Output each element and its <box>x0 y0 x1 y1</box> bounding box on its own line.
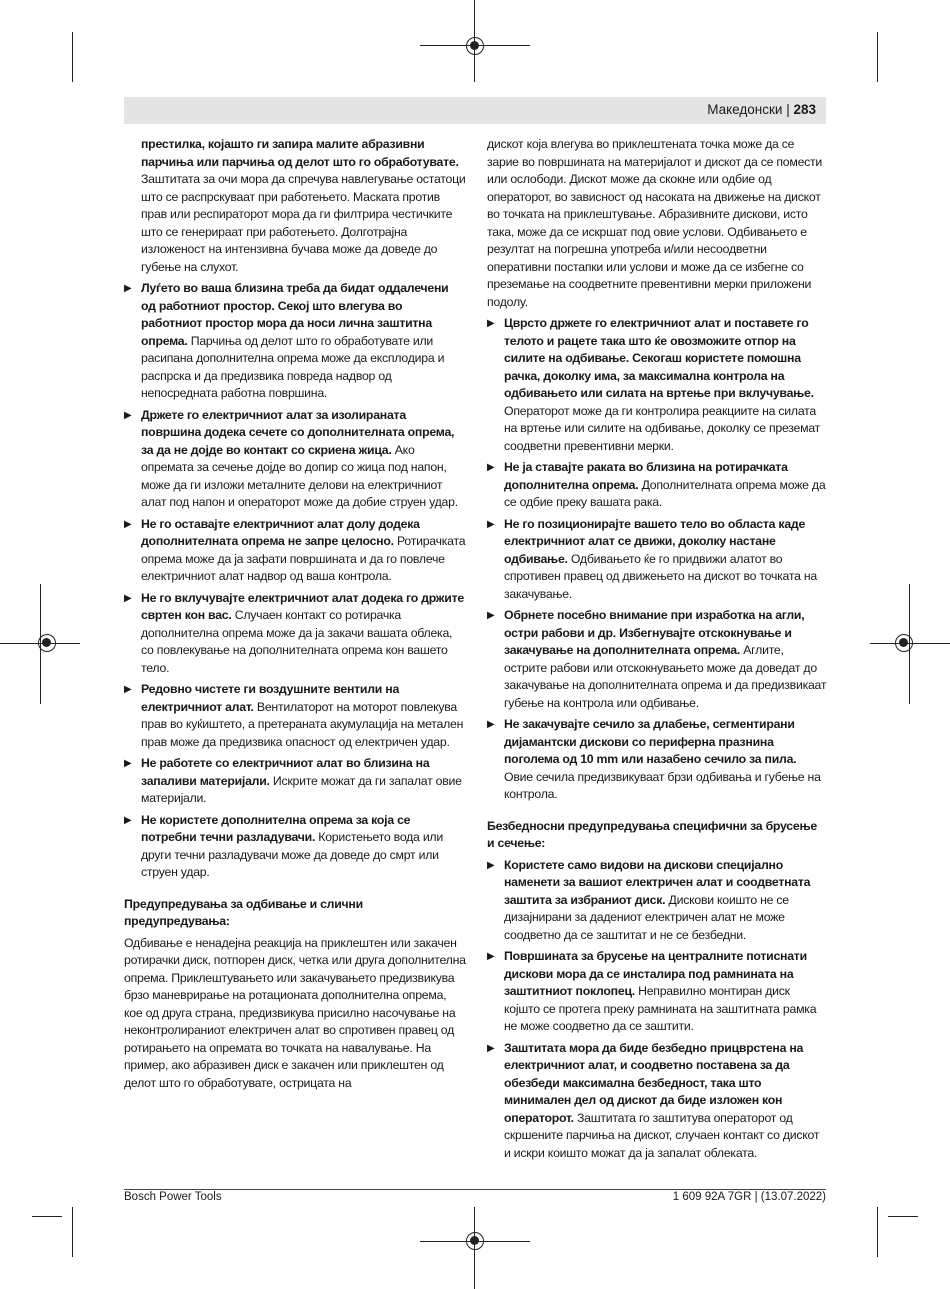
body-text: Користењето вода или други течни разладувачи може да доведе до смрт или струен удар. <box>141 830 443 879</box>
bullet-arrow-icon: ▶ <box>124 814 132 826</box>
bullet-arrow-icon: ▶ <box>487 859 495 871</box>
bullet-item <box>487 1040 827 1163</box>
body-text: Операторот може да ги контролира реакциите на силата на вртење или силите на одбивање, доколку се преземат соодветни превентивни мерки. <box>504 403 821 453</box>
crop-mark <box>72 1207 73 1257</box>
page-number: 283 <box>793 102 816 117</box>
registration-mark-icon <box>895 634 913 652</box>
bullet-item <box>124 516 466 586</box>
bullet-arrow-icon: ▶ <box>124 283 132 294</box>
bold-text: Цврсто држете го електричниот алат и поставете го телото и рацете така што ќе овозможите отпор на силите на одбивање. Секогаш користете помошна рачка, доколку има, за максимална контрола на одбивањето или силата на вртење при вклучување. <box>504 316 814 400</box>
body-text: Дополнителната опрема може да се одбие преку вашата рака. <box>504 477 826 509</box>
body-paragraph: Одбивање е ненадејна реакција на приклештен или закачен ротирачки диск, потпорен диск, четка или друга дополнителна опрема. Приклештувањето или закачувањето предизвикува брзо маневрирање на ротационата дополнителна опрема, кое од друга страна, предизвикува присилно насочување на неконтролираниот електричен алат во спротивен правец од ротирањето на опремата во точката на навалување. На пример, ако абразивен диск е закачен или приклештен од делот што го обработувате, острицата на <box>124 935 466 1090</box>
bullet-arrow-icon: ▶ <box>487 462 495 473</box>
bold-text: Не ја ставајте раката во близина на ротирачката дополнителна опрема. <box>504 460 788 492</box>
bold-text: Не го позиционирајте вашето тело во областа каде електричниот алат се движи, доколку настане одбивање. <box>504 516 806 566</box>
crop-mark <box>877 32 878 82</box>
bullet-item <box>487 459 827 512</box>
body-text: Случаен контакт со ротирачка дополнителна опрема може да ја закачи вашата облека, со повлекување на дополнителната опрема кон вашето тело. <box>141 608 453 675</box>
registration-mark-icon <box>466 1232 484 1250</box>
continuation-paragraph: дискот која влегува во приклештената точка може да се зарие во површината на материјалот и дискот да се помести или ослободи. Дискот може да скокне или одбие од операторот, во зависност од насоката на движење на дискот во точката на приклештување. Абразивните дискови, исто така, може да се искршат под овие услови. Одбивањето е резултат на погрешна употреба и/или несоодветни оперативни постапки или услови и може да се избегне со преземање на соодветните превентивни мерки приложени подолу. <box>487 137 823 309</box>
bold-text: Користете само видови на дискови специјално наменети за вашиот електричен алат и соодветната заштита за избраниот диск. <box>504 857 811 907</box>
bullet-item <box>487 857 827 945</box>
bullet-item <box>124 681 466 751</box>
bullet-arrow-icon: ▶ <box>124 684 132 695</box>
bullet-item <box>487 315 827 455</box>
bold-text: Држете го електричниот алат за изолираната површина додека сечете со дополнителната опрема, за да не дојде во контакт со скриена жица. <box>141 407 455 457</box>
body-text: Парчиња од делот што го обработувате или расипана дополнителна опрема може да експлодира и распрска и да предизвика повреда надвор од непосредната работна површина. <box>141 333 445 400</box>
body-text: Вентилаторот на моторот повлекува прав во куќиштето, а претераната акумулација на метален прав може да предизвика опасност од електричен удар. <box>141 699 464 749</box>
intro-paragraph <box>124 136 466 276</box>
bold-text: престилка, којашто ги запира малите абразивни парчиња или парчиња од делот што го обработувате. <box>141 137 459 169</box>
footer-rule <box>124 1189 826 1190</box>
bullet-item <box>487 948 827 1036</box>
bullet-arrow-icon: ▶ <box>487 518 495 530</box>
bold-text: Не користете дополнителна опрема за која се потребни течни разладувачи. <box>141 812 411 844</box>
bullet-arrow-icon: ▶ <box>487 719 495 730</box>
section-heading: Предупредувања за одбивање и слични предупредувања: <box>124 896 363 928</box>
body-text: Одбивањето ќе го придвижи алатот во спротивен правец од движењето на дискот во точката на закачување. <box>504 551 818 601</box>
body-text: Искрите можат да ги запалат овие материјали. <box>141 773 462 805</box>
bold-text: Не го вклучувајте електричниот алат додека го држите свртен кон вас. <box>141 590 464 622</box>
right-bullet-list <box>487 315 827 804</box>
crop-mark <box>32 1216 62 1217</box>
body-text: Ако опремата за сечење дојде во допир со жица под напон, може да ги изложи металните делови на електричниот алат под напон и операторот може да добие струен удар. <box>141 442 458 509</box>
bullet-item <box>124 755 466 808</box>
crop-mark <box>877 1207 878 1257</box>
bullet-arrow-icon: ▶ <box>124 592 132 604</box>
crop-mark <box>888 1216 918 1217</box>
bullet-arrow-icon: ▶ <box>487 1042 495 1054</box>
bullet-arrow-icon: ▶ <box>124 409 132 421</box>
footer-doc-id: 1 609 92A 7GR | (13.07.2022) <box>672 1191 826 1203</box>
header-separator: | <box>786 102 790 117</box>
bullet-arrow-icon: ▶ <box>124 518 132 530</box>
bullet-arrow-icon: ▶ <box>487 610 495 621</box>
bullet-arrow-icon: ▶ <box>124 758 132 769</box>
right-bullet-list-2 <box>487 857 827 1163</box>
body-text: Аглите, острите рабови или отскокнувањето може да доведат до закачување на дополнителната опрема и да предизвикаат губење на контрола или одбивање. <box>504 643 827 710</box>
header-language: Македонски <box>707 102 783 117</box>
bullet-item <box>124 280 466 403</box>
bullet-item <box>124 407 466 512</box>
right-column <box>487 136 827 1166</box>
registration-mark-icon <box>38 634 56 652</box>
body-text: Овие сечила предизвикуваат брзи одбивања и губење на контрола. <box>504 769 821 801</box>
header-text <box>707 102 816 117</box>
bullet-item <box>487 607 827 712</box>
bold-text: Обрнете посебно внимание при изработка на агли, остри рабови и др. Избегнувајте отскокнување и закачување на дополнителната опрема. <box>504 608 805 657</box>
bullet-item <box>124 812 466 882</box>
bullet-item <box>124 590 466 678</box>
left-column <box>124 136 466 1096</box>
crop-mark <box>72 32 73 82</box>
body-text: Заштитата за очи мора да спречува навлегување остатоци што се распрскуваат при работењето. Маската против прав или респираторот мора да ги филтрира честичките што се генерираат при работењето. Долготрајна изложеност на интензивна бучава може да доведе до губење на слухот. <box>141 172 466 274</box>
page-header <box>124 97 826 124</box>
bullet-item <box>487 716 827 804</box>
bullet-item <box>487 516 827 604</box>
footer-brand: Bosch Power Tools <box>124 1191 222 1203</box>
body-text: Заштитата го заштитува операторот од скршените парчиња на дискот, случаен контакт со дискот и искри коишто можат да ја запалат облеката. <box>504 1110 820 1160</box>
registration-mark-icon <box>466 37 484 55</box>
body-text: Ротирачката опрема може да ја зафати површината и да го повлече електричниот алат надвор од ваша контрола. <box>141 534 466 583</box>
bold-text: Заштитата мора да биде безбедно прицврстена на електричниот алат, и соодветно поставена за да обезбеди максимална безбедност, така што минимален дел од дискот да биде изложен кон операторот. <box>504 1040 804 1125</box>
bold-text: Не работете со електричниот алат во близина на запаливи материјали. <box>141 756 430 788</box>
bold-text: Редовно чистете ги воздушните вентили на електричниот алат. <box>141 682 400 714</box>
bold-text: Површината за брусење на централните потиснати дискови мора да се инсталира под рамнината на заштитниот поклопец. <box>504 949 807 998</box>
bold-text: Не го оставајте електричниот алат долу додека дополнителната опрема не запре целосно. <box>141 516 420 548</box>
left-bullet-list <box>124 280 466 882</box>
body-text: Дискови коишто не се дизајнирани за дадениот електричен алат не може соодветно да се заштитат и не се безбедни. <box>504 892 789 942</box>
bullet-arrow-icon: ▶ <box>487 951 495 962</box>
body-text: Неправилно монтиран диск којшто се протега преку рамнината на заштитната рамка не може соодветно да се заштити. <box>504 984 817 1033</box>
bullet-arrow-icon: ▶ <box>487 318 495 329</box>
section-heading: Безбедносни предупредувања специфични за брусење и сечење: <box>487 818 817 850</box>
bold-text: Луѓето во ваша близина треба да бидат оддалечени од работниот простор. Секој што влегува во работниот простор мора да носи лична заштитна опрема. <box>141 281 449 348</box>
bold-text: Не закачувајте сечило за длабење, сегментирани дијамантски дискови со периферна празнина поголема од 10 mm или назабено сечило за пила. <box>504 717 797 766</box>
